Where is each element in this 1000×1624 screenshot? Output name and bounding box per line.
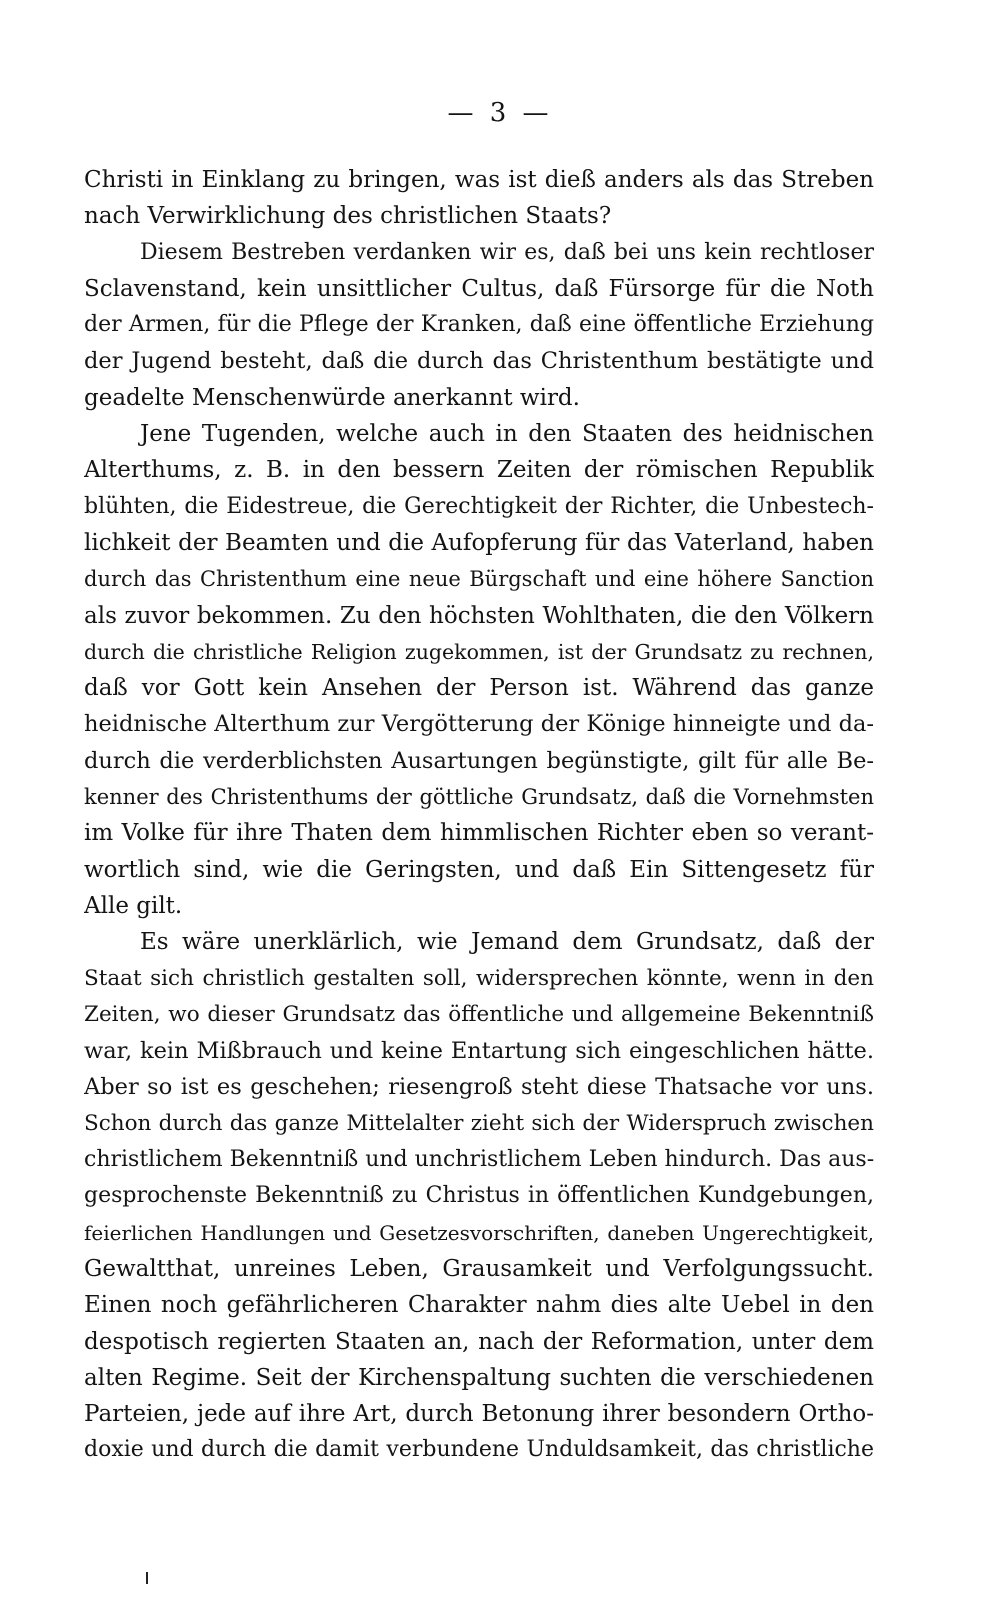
text-line: war, kein Mißbrauch und keine Entartung sich eingeschlichen hätte.: [84, 1038, 874, 1065]
text-line: blühten, die Eidestreue, die Gerechtigkeit der Richter, die Unbestech-: [84, 493, 874, 519]
text-line: Einen noch gefährlicheren Charakter nahm dies alte Uebel in den: [84, 1292, 874, 1319]
text-line: Gewaltthat, unreines Leben, Grausamkeit und Verfolgungssucht.: [84, 1255, 874, 1282]
text-line: kenner des Christenthums der göttliche Grundsatz, daß die Vornehmsten: [84, 785, 874, 810]
text-line: nach Verwirklichung des christlichen Staats?: [84, 203, 612, 230]
text-line: feierlichen Handlungen und Gesetzesvorschriften, daneben Ungerechtigkeit,: [84, 1220, 874, 1245]
text-line: im Volke für ihre Thaten dem himmlischen Richter eben so verant-: [84, 820, 874, 847]
text-line: Jene Tugenden, welche auch in den Staaten des heidnischen: [140, 421, 874, 448]
text-line: heidnische Alterthum zur Vergötterung der Könige hinneigte und da-: [84, 711, 874, 738]
text-line: durch die christliche Religion zugekommen, ist der Grundsatz zu rechnen,: [84, 639, 874, 664]
text-line: gesprochenste Bekenntniß zu Christus in öffentlichen Kundgebungen,: [84, 1183, 874, 1209]
text-line: Parteien, jede auf ihre Art, durch Betonung ihrer besondern Ortho-: [84, 1401, 874, 1428]
text-line: der Jugend besteht, daß die durch das Christenthum bestätigte und: [84, 348, 874, 375]
text-line: der Armen, für die Pflege der Kranken, daß eine öffentliche Erziehung: [84, 312, 874, 338]
text-line: Christi in Einklang zu bringen, was ist dieß anders als das Streben: [84, 167, 874, 193]
text-line: Zeiten, wo dieser Grundsatz das öffentliche und allgemeine Bekenntniß: [84, 1001, 874, 1027]
text-line: Aber so ist es geschehen; riesengroß steht diese Thatsache vor uns.: [84, 1074, 874, 1101]
print-mark: [146, 1572, 148, 1584]
text-line: despotisch regierten Staaten an, nach der Reformation, unter dem: [84, 1328, 874, 1355]
text-line: geadelte Menschenwürde anerkannt wird.: [84, 384, 580, 411]
text-line: Staat sich christlich gestalten soll, widersprechen könnte, wenn in den: [84, 965, 874, 991]
text-line: wortlich sind, wie die Geringsten, und daß Ein Sittengesetz für: [84, 856, 874, 883]
text-line: Alterthums, z. B. in den bessern Zeiten der römischen Republik: [84, 457, 874, 484]
text-line: Sclavenstand, kein unsittlicher Cultus, daß Fürsorge für die Noth: [84, 275, 874, 302]
text-line: doxie und durch die damit verbundene Unduldsamkeit, das christliche: [84, 1437, 874, 1463]
text-line: alten Regime. Seit der Kirchenspaltung suchten die verschiedenen: [84, 1364, 874, 1391]
text-line: durch das Christenthum eine neue Bürgschaft und eine höhere Sanction: [84, 567, 874, 592]
text-line: Alle gilt.: [84, 892, 183, 919]
text-line: christlichem Bekenntniß und unchristlichem Leben hindurch. Das aus-: [84, 1147, 874, 1173]
text-line: daß vor Gott kein Ansehen der Person ist. Während das ganze: [84, 675, 874, 702]
text-line: durch die verderblichsten Ausartungen begünstigte, gilt für alle Be-: [84, 747, 874, 774]
page-number: — 3 —: [447, 98, 553, 128]
text-line: als zuvor bekommen. Zu den höchsten Wohlthaten, die den Völkern: [84, 602, 874, 629]
text-line: Schon durch das ganze Mittelalter zieht sich der Widerspruch zwischen: [84, 1110, 874, 1136]
text-line: lichkeit der Beamten und die Aufopferung für das Vaterland, haben: [84, 529, 874, 556]
body-text: [84, 162, 874, 1469]
text-line: Es wäre unerklärlich, wie Jemand dem Grundsatz, daß der: [140, 929, 874, 956]
text-line: Diesem Bestreben verdanken wir es, daß bei uns kein rechtloser: [140, 239, 874, 265]
